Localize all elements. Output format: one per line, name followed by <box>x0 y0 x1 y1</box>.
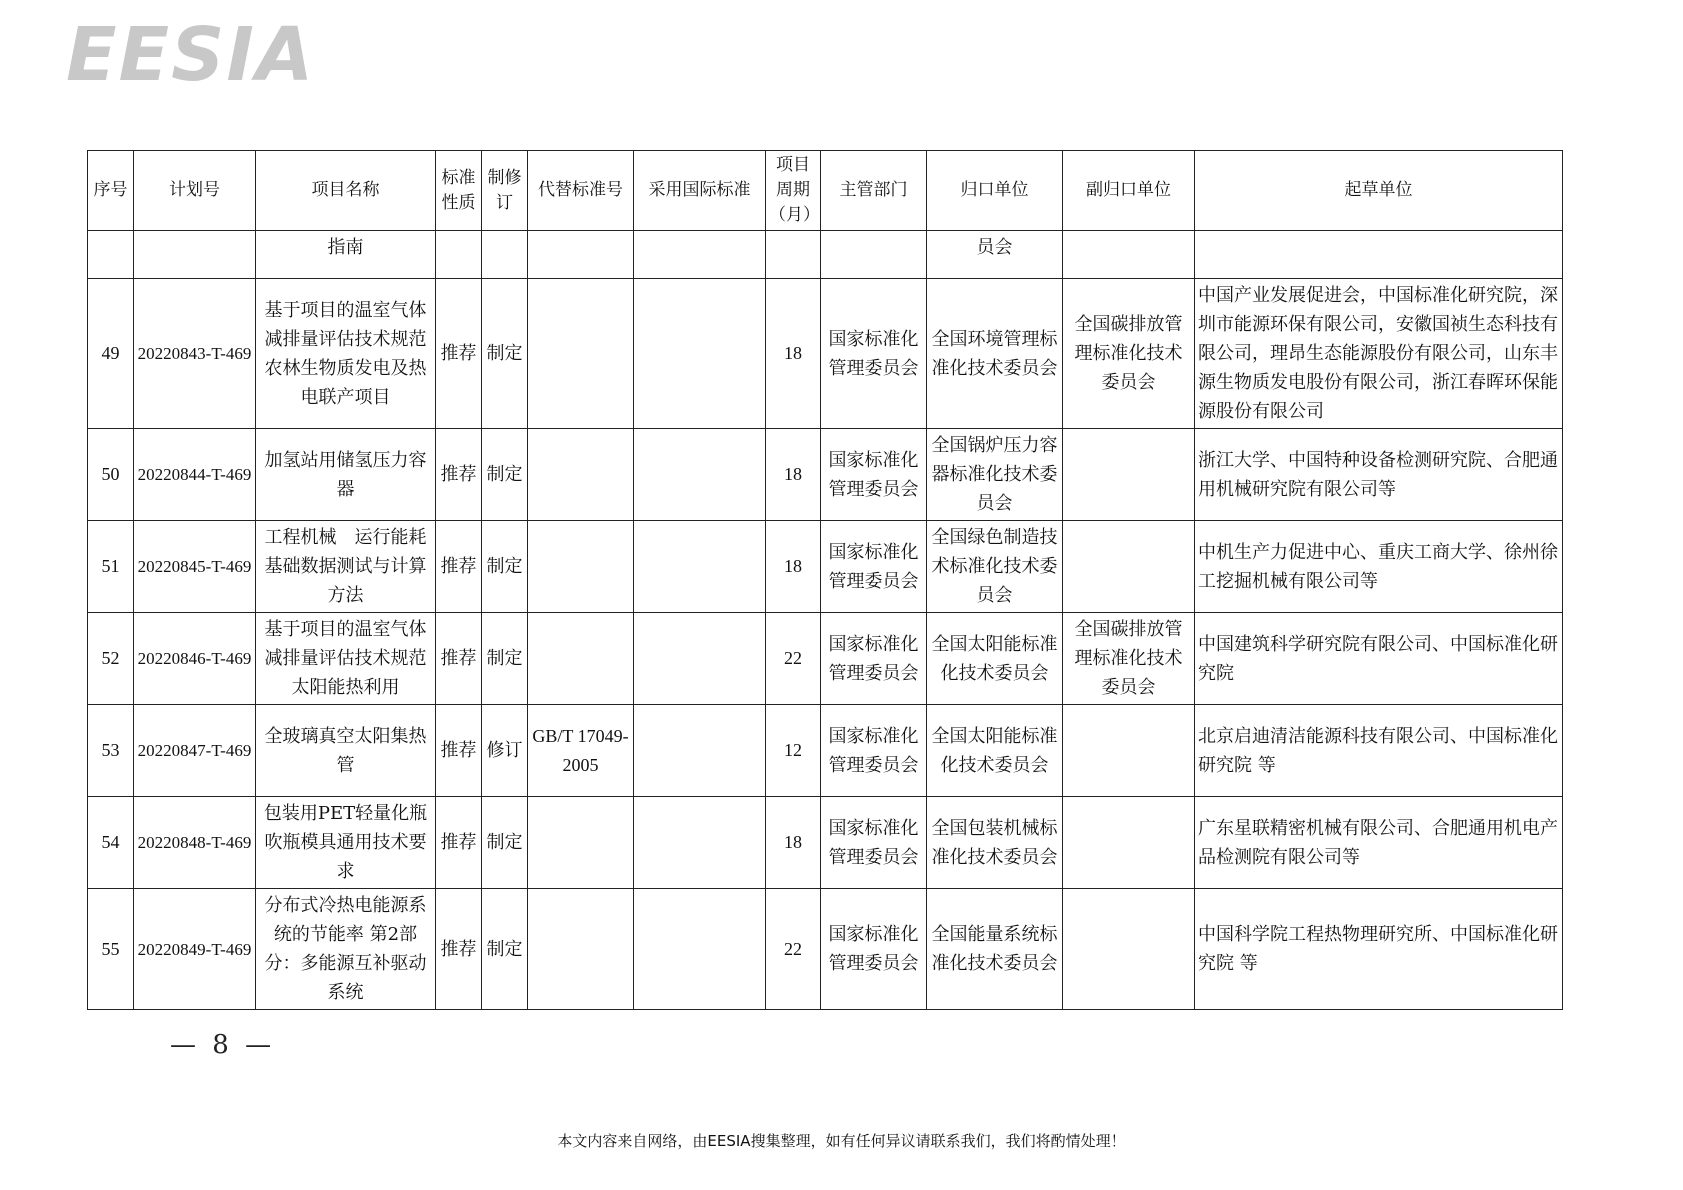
cell-intl-std <box>634 429 766 521</box>
cell-revise: 制定 <box>482 429 528 521</box>
header-dept: 主管部门 <box>821 151 927 231</box>
cell-drafter: 中国科学院工程热物理研究所、中国标准化研究院 等 <box>1195 889 1563 1010</box>
cell-dept <box>821 231 927 279</box>
cell-period: 18 <box>766 521 821 613</box>
cell-period: 22 <box>766 613 821 705</box>
cell-tc: 全国太阳能标准化技术委员会 <box>927 613 1063 705</box>
cell-std-nature: 推荐 <box>436 889 482 1010</box>
cell-seq: 50 <box>88 429 134 521</box>
header-std-nature: 标准性质 <box>436 151 482 231</box>
cell-drafter: 中机生产力促进中心、重庆工商大学、徐州徐工挖掘机械有限公司等 <box>1195 521 1563 613</box>
cell-std-nature <box>436 231 482 279</box>
cell-dept: 国家标准化管理委员会 <box>821 705 927 797</box>
cell-replaced-std <box>528 613 634 705</box>
footer-disclaimer: 本文内容来自网络，由EESIA搜集整理，如有任何异议请联系我们，我们将酌情处理！ <box>557 1132 1126 1150</box>
cell-drafter: 中国建筑科学研究院有限公司、中国标准化研究院 <box>1195 613 1563 705</box>
cell-revise: 制定 <box>482 797 528 889</box>
cell-period: 18 <box>766 279 821 429</box>
cell-plan-no: 20220845-T-469 <box>134 521 256 613</box>
cell-std-nature: 推荐 <box>436 705 482 797</box>
cell-revise: 制定 <box>482 613 528 705</box>
cell-sub-tc: 全国碳排放管理标准化技术委员会 <box>1063 279 1195 429</box>
cell-intl-std <box>634 889 766 1010</box>
cell-sub-tc: 全国碳排放管理标准化技术委员会 <box>1063 613 1195 705</box>
cell-intl-std <box>634 521 766 613</box>
cell-project-name: 包装用PET轻量化瓶吹瓶模具通用技术要求 <box>256 797 436 889</box>
table-row <box>88 889 1563 1010</box>
cell-sub-tc <box>1063 231 1195 279</box>
header-revise: 制修订 <box>482 151 528 231</box>
cell-seq: 55 <box>88 889 134 1010</box>
page-number: — 8 — <box>170 1030 276 1060</box>
cell-plan-no: 20220844-T-469 <box>134 429 256 521</box>
header-drafter: 起草单位 <box>1195 151 1563 231</box>
cell-seq <box>88 231 134 279</box>
cell-replaced-std <box>528 521 634 613</box>
cell-tc: 员会 <box>927 231 1063 279</box>
cell-intl-std <box>634 797 766 889</box>
cell-project-name: 指南 <box>256 231 436 279</box>
cell-replaced-std <box>528 797 634 889</box>
cell-sub-tc <box>1063 797 1195 889</box>
table-row <box>88 705 1563 797</box>
cell-revise: 制定 <box>482 279 528 429</box>
table-row <box>88 279 1563 429</box>
cell-plan-no: 20220849-T-469 <box>134 889 256 1010</box>
header-tc: 归口单位 <box>927 151 1063 231</box>
cell-plan-no: 20220847-T-469 <box>134 705 256 797</box>
cell-tc: 全国锅炉压力容器标准化技术委员会 <box>927 429 1063 521</box>
cell-std-nature: 推荐 <box>436 279 482 429</box>
cell-seq: 54 <box>88 797 134 889</box>
cell-replaced-std: GB/T 17049-2005 <box>528 705 634 797</box>
cell-tc: 全国能量系统标准化技术委员会 <box>927 889 1063 1010</box>
cell-project-name: 加氢站用储氢压力容器 <box>256 429 436 521</box>
continuation-row <box>88 231 1563 279</box>
cell-revise: 制定 <box>482 521 528 613</box>
cell-replaced-std <box>528 279 634 429</box>
table-row <box>88 521 1563 613</box>
cell-replaced-std <box>528 429 634 521</box>
cell-std-nature: 推荐 <box>436 613 482 705</box>
cell-std-nature: 推荐 <box>436 797 482 889</box>
cell-tc: 全国包装机械标准化技术委员会 <box>927 797 1063 889</box>
cell-replaced-std <box>528 231 634 279</box>
header-project-name: 项目名称 <box>256 151 436 231</box>
cell-sub-tc <box>1063 429 1195 521</box>
table-header-row <box>88 151 1563 231</box>
table-row <box>88 429 1563 521</box>
header-plan-no: 计划号 <box>134 151 256 231</box>
cell-period <box>766 231 821 279</box>
header-sub-tc: 副归口单位 <box>1063 151 1195 231</box>
standards-plan-table <box>87 150 1563 1010</box>
cell-plan-no: 20220848-T-469 <box>134 797 256 889</box>
cell-drafter <box>1195 231 1563 279</box>
cell-period: 18 <box>766 429 821 521</box>
cell-drafter: 北京启迪清洁能源科技有限公司、中国标准化研究院 等 <box>1195 705 1563 797</box>
cell-std-nature: 推荐 <box>436 521 482 613</box>
cell-seq: 53 <box>88 705 134 797</box>
cell-intl-std <box>634 231 766 279</box>
cell-intl-std <box>634 705 766 797</box>
eesia-logo: EESIA <box>66 12 316 98</box>
cell-project-name: 基于项目的温室气体减排量评估技术规范 农林生物质发电及热电联产项目 <box>256 279 436 429</box>
header-seq: 序号 <box>88 151 134 231</box>
cell-plan-no: 20220846-T-469 <box>134 613 256 705</box>
cell-sub-tc <box>1063 889 1195 1010</box>
cell-tc: 全国环境管理标准化技术委员会 <box>927 279 1063 429</box>
cell-dept: 国家标准化管理委员会 <box>821 429 927 521</box>
cell-intl-std <box>634 613 766 705</box>
cell-plan-no <box>134 231 256 279</box>
cell-sub-tc <box>1063 705 1195 797</box>
cell-drafter: 浙江大学、中国特种设备检测研究院、合肥通用机械研究院有限公司等 <box>1195 429 1563 521</box>
cell-period: 12 <box>766 705 821 797</box>
header-replaced-std: 代替标准号 <box>528 151 634 231</box>
cell-intl-std <box>634 279 766 429</box>
cell-drafter: 中国产业发展促进会，中国标准化研究院，深圳市能源环保有限公司，安徽国祯生态科技有限公司，理昂生态能源股份有限公司，山东丰源生物质发电股份有限公司，浙江春晖环保能源股份有限公司 <box>1195 279 1563 429</box>
cell-dept: 国家标准化管理委员会 <box>821 613 927 705</box>
cell-revise: 修订 <box>482 705 528 797</box>
table-row <box>88 613 1563 705</box>
cell-tc: 全国太阳能标准化技术委员会 <box>927 705 1063 797</box>
cell-dept: 国家标准化管理委员会 <box>821 279 927 429</box>
cell-seq: 52 <box>88 613 134 705</box>
cell-project-name: 基于项目的温室气体减排量评估技术规范 太阳能热利用 <box>256 613 436 705</box>
cell-sub-tc <box>1063 521 1195 613</box>
cell-plan-no: 20220843-T-469 <box>134 279 256 429</box>
cell-project-name: 分布式冷热电能源系统的节能率 第2部分：多能源互补驱动系统 <box>256 889 436 1010</box>
cell-drafter: 广东星联精密机械有限公司、合肥通用机电产品检测院有限公司等 <box>1195 797 1563 889</box>
cell-dept: 国家标准化管理委员会 <box>821 521 927 613</box>
header-intl-std: 采用国际标准 <box>634 151 766 231</box>
cell-period: 22 <box>766 889 821 1010</box>
cell-replaced-std <box>528 889 634 1010</box>
cell-dept: 国家标准化管理委员会 <box>821 889 927 1010</box>
cell-revise <box>482 231 528 279</box>
cell-std-nature: 推荐 <box>436 429 482 521</box>
cell-project-name: 全玻璃真空太阳集热管 <box>256 705 436 797</box>
cell-seq: 49 <box>88 279 134 429</box>
cell-dept: 国家标准化管理委员会 <box>821 797 927 889</box>
header-period: 项目周期（月） <box>766 151 821 231</box>
cell-seq: 51 <box>88 521 134 613</box>
cell-period: 18 <box>766 797 821 889</box>
table-row <box>88 797 1563 889</box>
cell-tc: 全国绿色制造技术标准化技术委员会 <box>927 521 1063 613</box>
cell-project-name: 工程机械 运行能耗基础数据测试与计算方法 <box>256 521 436 613</box>
cell-revise: 制定 <box>482 889 528 1010</box>
